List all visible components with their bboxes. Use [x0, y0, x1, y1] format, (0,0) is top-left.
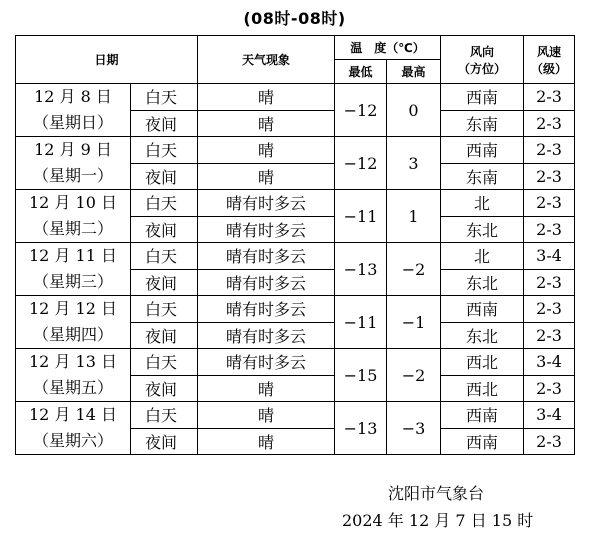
- weekday-label: （星期六）: [32, 431, 113, 450]
- weather-cell: 晴: [198, 428, 335, 455]
- period-cell: 夜间: [131, 375, 198, 402]
- wind-direction-cell: 西南: [441, 428, 524, 455]
- date-cell: [16, 84, 131, 137]
- header-min-temp: 最低: [335, 60, 387, 84]
- date-cell: [16, 243, 131, 296]
- weather-cell: 晴: [198, 163, 335, 190]
- header-wind-direction-unit: （方位）: [458, 61, 507, 76]
- weather-cell: 晴: [198, 84, 335, 111]
- wind-speed-cell: 2-3: [524, 428, 575, 455]
- wind-direction-cell: 西南: [441, 84, 524, 111]
- period-cell: 白天: [131, 243, 198, 270]
- wind-speed-cell: 2-3: [524, 84, 575, 111]
- weather-cell: 晴有时多云: [198, 243, 335, 270]
- date-cell: [16, 296, 131, 349]
- period-cell: 夜间: [131, 110, 198, 137]
- max-temp-cell: 0: [387, 84, 441, 137]
- wind-speed-cell: 3-4: [524, 402, 575, 429]
- date-cell: [16, 137, 131, 190]
- header-temperature: 温 度（℃）: [335, 36, 441, 60]
- wind-direction-cell: 北: [441, 243, 524, 270]
- wind-speed-cell: 2-3: [524, 269, 575, 296]
- date-cell: [16, 402, 131, 455]
- header-wind-speed-label: 风速: [537, 44, 562, 59]
- period-cell: 夜间: [131, 322, 198, 349]
- wind-speed-cell: 2-3: [524, 322, 575, 349]
- period-cell: 白天: [131, 296, 198, 323]
- wind-direction-cell: 西南: [441, 296, 524, 323]
- date-label: 12 月 12 日: [29, 299, 117, 318]
- wind-direction-cell: 西南: [441, 137, 524, 164]
- header-wind-direction-label: 风向: [470, 44, 495, 59]
- page-title: (08时-08时): [243, 9, 346, 28]
- weather-cell: 晴: [198, 402, 335, 429]
- wind-speed-cell: 2-3: [524, 110, 575, 137]
- header-weather: 天气现象: [198, 36, 335, 84]
- wind-direction-cell: 西南: [441, 402, 524, 429]
- weekday-label: （星期四）: [32, 325, 113, 344]
- forecast-row: [16, 349, 575, 376]
- wind-direction-cell: 东北: [441, 216, 524, 243]
- weather-cell: 晴有时多云: [198, 190, 335, 217]
- header-wind-direction: [441, 36, 524, 84]
- max-temp-cell: 3: [387, 137, 441, 190]
- date-label: 12 月 10 日: [29, 193, 117, 212]
- period-cell: 白天: [131, 84, 198, 111]
- period-cell: 夜间: [131, 163, 198, 190]
- wind-direction-cell: 西北: [441, 349, 524, 376]
- period-cell: 夜间: [131, 428, 198, 455]
- forecast-row: [16, 190, 575, 217]
- wind-direction-cell: 东北: [441, 322, 524, 349]
- header-date: 日期: [16, 36, 198, 84]
- weather-cell: 晴有时多云: [198, 269, 335, 296]
- min-temp-cell: −11: [335, 190, 387, 243]
- issue-time: 2024 年 12 月 7 日 15 时: [342, 511, 534, 530]
- wind-direction-cell: 西北: [441, 375, 524, 402]
- date-label: 12 月 13 日: [29, 352, 117, 371]
- weather-cell: 晴: [198, 137, 335, 164]
- wind-direction-cell: 北: [441, 190, 524, 217]
- forecast-row: [16, 402, 575, 429]
- wind-speed-cell: 2-3: [524, 137, 575, 164]
- weekday-label: （星期三）: [32, 272, 113, 291]
- min-temp-cell: −12: [335, 84, 387, 137]
- weekday-label: （星期二）: [32, 219, 113, 238]
- weather-cell: 晴有时多云: [198, 296, 335, 323]
- forecast-row: [16, 137, 575, 164]
- date-label: 12 月 9 日: [34, 140, 112, 159]
- period-cell: 白天: [131, 402, 198, 429]
- header-wind-speed: [524, 36, 575, 84]
- min-temp-cell: −13: [335, 402, 387, 455]
- wind-speed-cell: 2-3: [524, 216, 575, 243]
- wind-direction-cell: 东北: [441, 269, 524, 296]
- weekday-label: （星期日）: [32, 113, 113, 132]
- weather-cell: 晴有时多云: [198, 216, 335, 243]
- max-temp-cell: −1: [387, 296, 441, 349]
- issuing-organization: 沈阳市气象台: [388, 484, 485, 503]
- weather-cell: 晴: [198, 110, 335, 137]
- date-cell: [16, 349, 131, 402]
- forecast-row: [16, 84, 575, 111]
- weather-cell: 晴有时多云: [198, 322, 335, 349]
- weather-cell: 晴: [198, 375, 335, 402]
- max-temp-cell: 1: [387, 190, 441, 243]
- weekday-label: （星期五）: [32, 378, 113, 397]
- forecast-row: [16, 296, 575, 323]
- forecast-table: [15, 35, 575, 455]
- wind-speed-cell: 2-3: [524, 375, 575, 402]
- min-temp-cell: −12: [335, 137, 387, 190]
- wind-speed-cell: 3-4: [524, 243, 575, 270]
- period-cell: 白天: [131, 137, 198, 164]
- header-wind-speed-unit: （级）: [531, 61, 568, 76]
- date-label: 12 月 8 日: [34, 87, 112, 106]
- wind-direction-cell: 东南: [441, 163, 524, 190]
- min-temp-cell: −15: [335, 349, 387, 402]
- max-temp-cell: −2: [387, 349, 441, 402]
- wind-speed-cell: 3-4: [524, 349, 575, 376]
- date-label: 12 月 14 日: [29, 405, 117, 424]
- min-temp-cell: −13: [335, 243, 387, 296]
- period-cell: 白天: [131, 349, 198, 376]
- weather-cell: 晴有时多云: [198, 349, 335, 376]
- header-max-temp: 最高: [387, 60, 441, 84]
- weekday-label: （星期一）: [32, 166, 113, 185]
- period-cell: 白天: [131, 190, 198, 217]
- date-label: 12 月 11 日: [29, 246, 117, 265]
- max-temp-cell: −3: [387, 402, 441, 455]
- forecast-row: [16, 243, 575, 270]
- max-temp-cell: −2: [387, 243, 441, 296]
- wind-speed-cell: 2-3: [524, 296, 575, 323]
- wind-speed-cell: 2-3: [524, 190, 575, 217]
- period-cell: 夜间: [131, 269, 198, 296]
- date-cell: [16, 190, 131, 243]
- min-temp-cell: −11: [335, 296, 387, 349]
- wind-speed-cell: 2-3: [524, 163, 575, 190]
- period-cell: 夜间: [131, 216, 198, 243]
- wind-direction-cell: 东南: [441, 110, 524, 137]
- forecast-body: [16, 84, 575, 455]
